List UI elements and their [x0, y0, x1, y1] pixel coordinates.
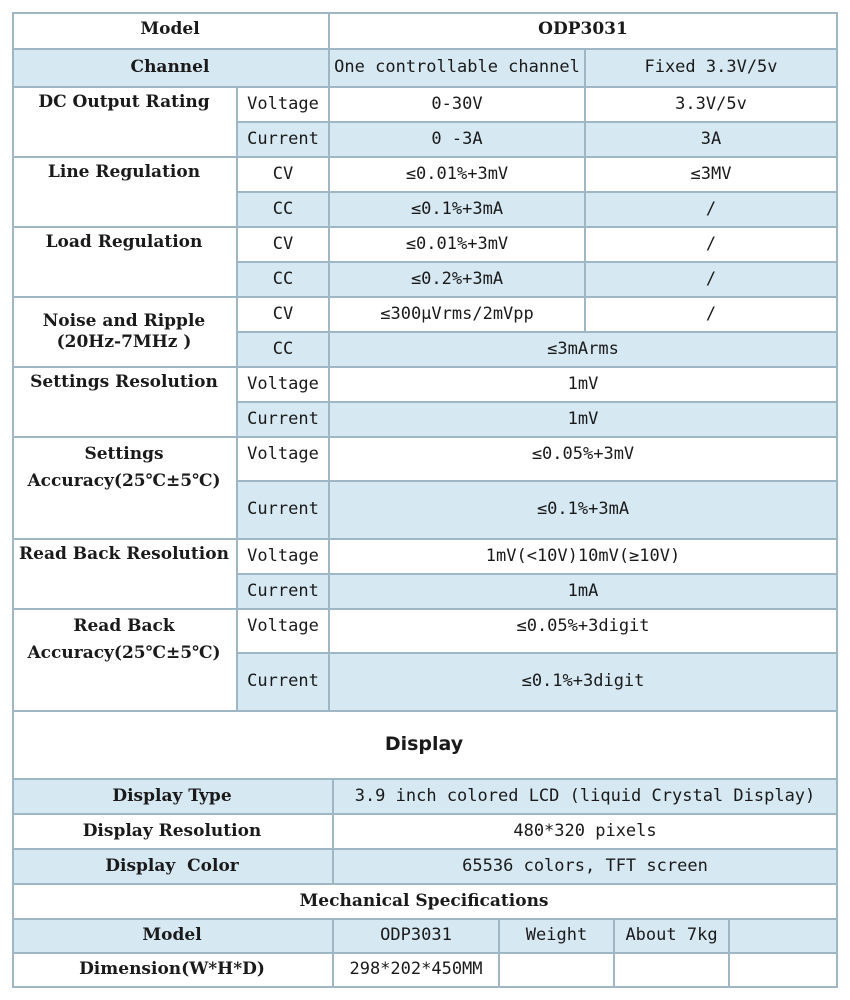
mech-model-value: ODP3031	[334, 920, 500, 954]
readback-res-current-value: 1mA	[330, 575, 838, 610]
display-color-value: 65536 colors, TFT screen	[334, 850, 838, 885]
readback-res-voltage-value: 1mV(<10V)10mV(≥10V)	[330, 540, 838, 575]
noise-cv-ch1: ≤300μVrms/2mVpp	[330, 298, 586, 333]
mech-blank-cell	[730, 920, 838, 954]
readback-accuracy-label	[12, 610, 238, 712]
line-cc-ch1: ≤0.1%+3mA	[330, 193, 586, 228]
display-resolution-value: 480*320 pixels	[334, 815, 838, 850]
mech-blank-cell	[500, 954, 615, 988]
load-cc-label: CC	[238, 263, 330, 298]
readback-resolution-label: Read Back Resolution	[12, 540, 238, 610]
settings-res-current-value: 1mV	[330, 403, 838, 438]
mech-weight-value: About 7kg	[615, 920, 730, 954]
channel-fixed: Fixed 3.3V/5v	[586, 50, 838, 88]
dc-current-label: Current	[238, 123, 330, 158]
display-section-title: Display	[12, 712, 838, 780]
noise-cv-fixed: /	[586, 298, 838, 333]
display-color-label: Display Color	[12, 850, 334, 885]
noise-ripple-label-line1: Noise and Ripple	[42, 310, 206, 331]
load-cv-fixed: /	[586, 228, 838, 263]
channel-label: Channel	[12, 50, 330, 88]
mechanical-section-title: Mechanical Specifications	[12, 885, 838, 920]
line-cv-label: CV	[238, 158, 330, 193]
mech-dimension-label: Dimension(W*H*D)	[12, 954, 334, 988]
model-value: ODP3031	[330, 12, 838, 50]
settings-res-voltage-value: 1mV	[330, 368, 838, 403]
model-label: Model	[12, 12, 330, 50]
load-cv-label: CV	[238, 228, 330, 263]
settings-accuracy-label	[12, 438, 238, 540]
dc-output-label: DC Output Rating	[12, 88, 238, 158]
mech-weight-label: Weight	[500, 920, 615, 954]
line-cv-fixed: ≤3MV	[586, 158, 838, 193]
readback-res-voltage-label: Voltage	[238, 540, 330, 575]
load-cv-ch1: ≤0.01%+3mV	[330, 228, 586, 263]
readback-accuracy-label-line2: Accuracy(25℃±5℃)	[27, 643, 221, 664]
noise-ripple-label-line2: (20Hz-7MHz )	[56, 332, 192, 352]
dc-current-ch1: 0 -3A	[330, 123, 586, 158]
settings-acc-current-value: ≤0.1%+3mA	[330, 482, 838, 540]
line-cv-ch1: ≤0.01%+3mV	[330, 158, 586, 193]
dc-current-fixed: 3A	[586, 123, 838, 158]
noise-cv-label: CV	[238, 298, 330, 333]
dc-voltage-label: Voltage	[238, 88, 330, 123]
readback-acc-current-value: ≤0.1%+3digit	[330, 654, 838, 712]
line-cc-fixed: /	[586, 193, 838, 228]
mech-blank-cell	[615, 954, 730, 988]
mech-blank-cell	[730, 954, 838, 988]
load-cc-ch1: ≤0.2%+3mA	[330, 263, 586, 298]
settings-accuracy-label-line2: Accuracy(25℃±5℃)	[27, 471, 221, 492]
readback-res-current-label: Current	[238, 575, 330, 610]
channel-controllable: One controllable channel	[330, 50, 586, 88]
settings-res-current-label: Current	[238, 403, 330, 438]
mech-dimension-value: 298*202*450MM	[334, 954, 500, 988]
display-type-label: Display Type	[12, 780, 334, 815]
display-type-value: 3.9 inch colored LCD (liquid Crystal Display)	[334, 780, 838, 815]
load-regulation-label: Load Regulation	[12, 228, 238, 298]
readback-acc-current-label: Current	[238, 654, 330, 712]
readback-acc-voltage-label: Voltage	[238, 610, 330, 654]
noise-ripple-label	[12, 298, 238, 368]
display-resolution-label: Display Resolution	[12, 815, 334, 850]
line-regulation-label: Line Regulation	[12, 158, 238, 228]
settings-accuracy-label-line1: Settings	[84, 444, 164, 464]
dc-voltage-ch1: 0-30V	[330, 88, 586, 123]
load-cc-fixed: /	[586, 263, 838, 298]
line-cc-label: CC	[238, 193, 330, 228]
settings-resolution-label: Settings Resolution	[12, 368, 238, 438]
spec-table	[12, 12, 838, 988]
readback-accuracy-label-line1: Read Back	[73, 616, 175, 636]
dc-voltage-fixed: 3.3V/5v	[586, 88, 838, 123]
settings-res-voltage-label: Voltage	[238, 368, 330, 403]
noise-cc-label: CC	[238, 333, 330, 368]
settings-acc-voltage-value: ≤0.05%+3mV	[330, 438, 838, 482]
settings-acc-voltage-label: Voltage	[238, 438, 330, 482]
readback-acc-voltage-value: ≤0.05%+3digit	[330, 610, 838, 654]
noise-cc-value: ≤3mArms	[330, 333, 838, 368]
settings-acc-current-label: Current	[238, 482, 330, 540]
mech-model-label: Model	[12, 920, 334, 954]
